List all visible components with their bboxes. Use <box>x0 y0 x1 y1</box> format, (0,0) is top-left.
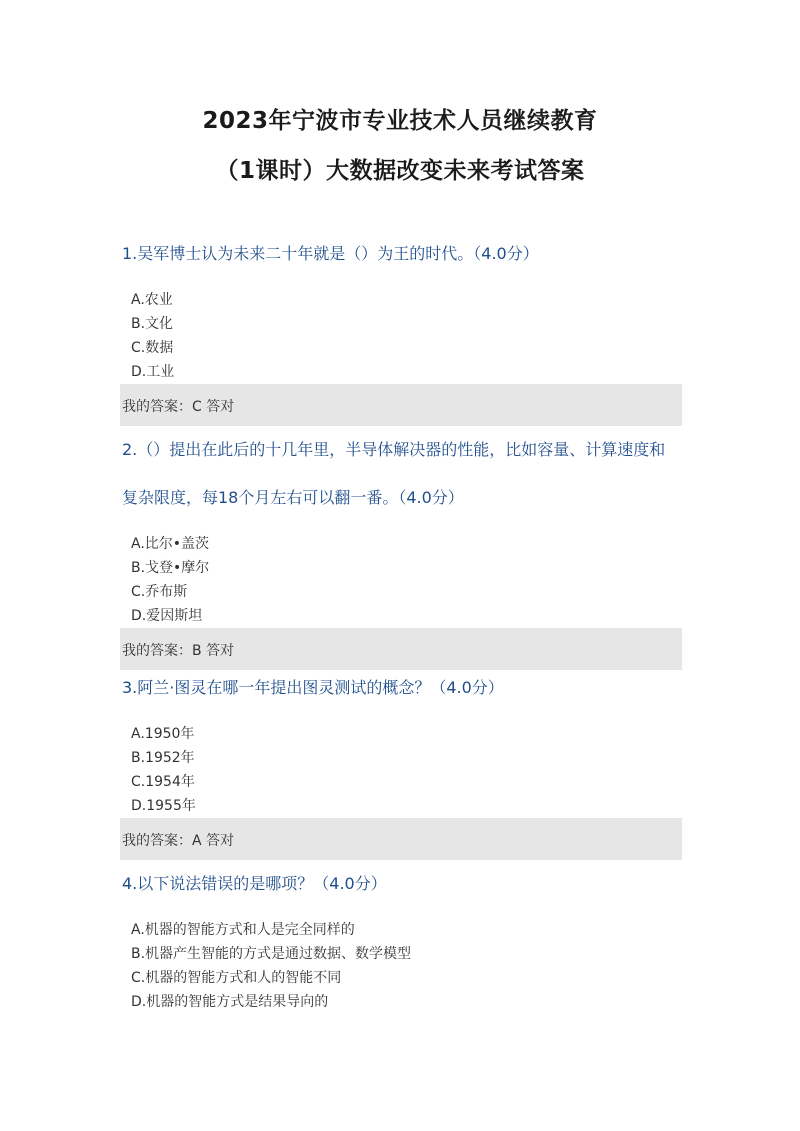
option-c: C.机器的智能方式和人的智能不同 <box>131 970 342 986</box>
answer-label: 我的答案： <box>122 643 192 659</box>
question-text-line-2: 复杂限度，每18个月左右可以翻一番。（4.0分） <box>122 488 464 507</box>
option-list <box>120 288 682 384</box>
document-title <box>0 96 800 196</box>
option-d: D.1955年 <box>131 798 196 814</box>
answer-value: A <box>192 833 202 849</box>
answer-status: 答对 <box>206 643 235 659</box>
option-a: A.农业 <box>131 292 173 308</box>
answer-status: 答对 <box>206 399 235 415</box>
option-a: A.机器的智能方式和人是完全同样的 <box>131 922 355 938</box>
option-b: B.1952年 <box>131 750 195 766</box>
question-text-line-1: 2.（）提出在此后的十几年里，半导体解决器的性能，比如容量、计算速度和 <box>122 440 666 459</box>
option-c: C.1954年 <box>131 774 195 790</box>
question-3 <box>120 664 682 860</box>
option-b: B.戈登•摩尔 <box>131 560 210 576</box>
answer-bar <box>120 384 682 426</box>
option-list <box>120 918 682 1014</box>
question-text: 1.吴军博士认为未来二十年就是（）为王的时代。（4.0分） <box>122 244 539 263</box>
option-a: A.1950年 <box>131 726 195 742</box>
option-list <box>120 722 682 818</box>
question-text: 4.以下说法错误的是哪项？（4.0分） <box>122 874 387 893</box>
option-list <box>120 532 682 628</box>
option-c: C.数据 <box>131 340 174 356</box>
answer-value: B <box>192 643 202 659</box>
answer-label: 我的答案： <box>122 833 192 849</box>
option-c: C.乔布斯 <box>131 584 188 600</box>
answer-bar <box>120 818 682 860</box>
answer-value: C <box>192 399 202 415</box>
answer-status: 答对 <box>206 833 235 849</box>
question-1 <box>120 230 682 426</box>
answer-label: 我的答案： <box>122 399 192 415</box>
option-d: D.机器的智能方式是结果导向的 <box>131 994 329 1010</box>
title-line-1: 2023年宁波市专业技术人员继续教育 <box>202 108 598 134</box>
option-b: B.机器产生智能的方式是通过数据、数学模型 <box>131 946 412 962</box>
title-line-2: （1课时）大数据改变未来考试答案 <box>215 158 585 184</box>
option-d: D.工业 <box>131 364 175 380</box>
option-b: B.文化 <box>131 316 174 332</box>
question-2 <box>120 426 682 670</box>
option-d: D.爱因斯坦 <box>131 608 203 624</box>
question-4 <box>120 860 682 1014</box>
option-a: A.比尔•盖茨 <box>131 536 210 552</box>
question-text: 3.阿兰·图灵在哪一年提出图灵测试的概念？（4.0分） <box>122 678 504 697</box>
